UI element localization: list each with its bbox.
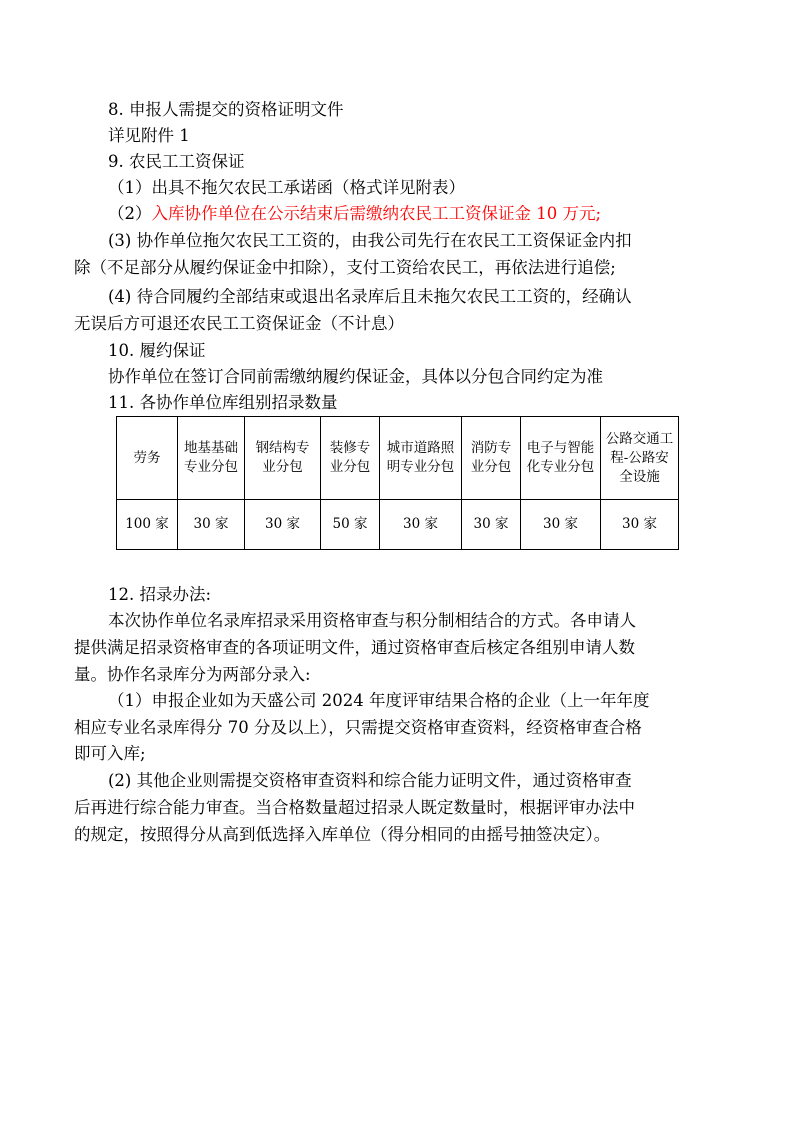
section-12-para-1-line-3: 量。协作名录库分为两部分录入: <box>74 665 311 684</box>
section-10-title: 10. 履约保证 <box>108 341 206 360</box>
section-11-title: 11. 各协作单位库组别招录数量 <box>108 393 338 412</box>
table-cell: 30 家 <box>601 500 679 550</box>
section-9-item-4-line-1: (4) 待合同履约全部结束或退出名录库后且未拖欠农民工工资的，经确认 <box>108 287 632 306</box>
section-9-title: 9. 农民工工资保证 <box>108 152 245 171</box>
section-9-item-2-prefix: （2） <box>108 204 152 223</box>
table-header-cell: 劳务 <box>117 417 178 500</box>
section-9-item-2-highlight: 入库协作单位在公示结束后需缴纳农民工工资保证金 10 万元; <box>151 204 602 223</box>
table-header-cell: 地基基础专业分包 <box>178 417 245 500</box>
section-8-title: 8. 申报人需提交的资格证明文件 <box>108 100 344 119</box>
table-header-cell: 装修专业分包 <box>321 417 380 500</box>
table-cell: 50 家 <box>321 500 380 550</box>
table-cell: 30 家 <box>462 500 521 550</box>
section-12-para-3-line-2: 后再进行综合能力审查。当合格数量超过招录人既定数量时，根据评审办法中 <box>74 798 635 817</box>
recruitment-quota-table <box>116 416 679 550</box>
table-header-cell: 城市道路照明专业分包 <box>380 417 462 500</box>
section-9-item-1: （1）出具不拖欠农民工承诺函（格式详见附表） <box>108 178 465 197</box>
table-row <box>117 500 679 550</box>
section-9-item-3-line-2: 除（不足部分从履约保证金中扣除），支付工资给农民工，再依法进行追偿; <box>74 258 616 277</box>
section-12-para-2-line-3: 即可入库; <box>74 744 146 763</box>
table-cell: 30 家 <box>178 500 245 550</box>
table-cell: 30 家 <box>380 500 462 550</box>
table-cell: 30 家 <box>521 500 601 550</box>
table-header-cell: 钢结构专业分包 <box>245 417 321 500</box>
table-header-cell: 公路交通工程-公路安全设施 <box>601 417 679 500</box>
section-12-title: 12. 招录办法: <box>108 585 212 604</box>
table-cell: 100 家 <box>117 500 178 550</box>
section-12-para-1-line-2: 提供满足招录资格审查的各项证明文件，通过资格审查后核定各组别申请人数 <box>74 638 635 657</box>
section-10-body: 协作单位在签订合同前需缴纳履约保证金，具体以分包合同约定为准 <box>108 367 603 386</box>
section-8-body: 详见附件 1 <box>108 126 190 145</box>
table-header-cell: 消防专业分包 <box>462 417 521 500</box>
section-12-para-1-line-1: 本次协作单位名录库招录采用资格审查与积分制相结合的方式。各申请人 <box>108 611 636 630</box>
section-9-item-2 <box>108 201 601 227</box>
section-12-para-3-line-1: (2) 其他企业则需提交资格审查资料和综合能力证明文件，通过资格审查 <box>108 771 632 790</box>
section-12-para-2-line-1: （1）申报企业如为天盛公司 2024 年度评审结果合格的企业（上一年年度 <box>108 691 650 710</box>
table-header-row <box>117 417 679 500</box>
section-9-item-4-line-2: 无误后方可退还农民工工资保证金（不计息） <box>74 314 404 333</box>
section-12-para-2-line-2: 相应专业名录库得分 70 分及以上），只需提交资格审查资料，经资格审查合格 <box>74 718 642 737</box>
section-9-item-3-line-1: (3) 协作单位拖欠农民工工资的，由我公司先行在农民工工资保证金内扣 <box>108 231 632 250</box>
table-header-cell: 电子与智能化专业分包 <box>521 417 601 500</box>
section-12-para-3-line-3: 的规定，按照得分从高到低选择入库单位（得分相同的由摇号抽签决定）。 <box>74 825 611 844</box>
table-cell: 30 家 <box>245 500 321 550</box>
